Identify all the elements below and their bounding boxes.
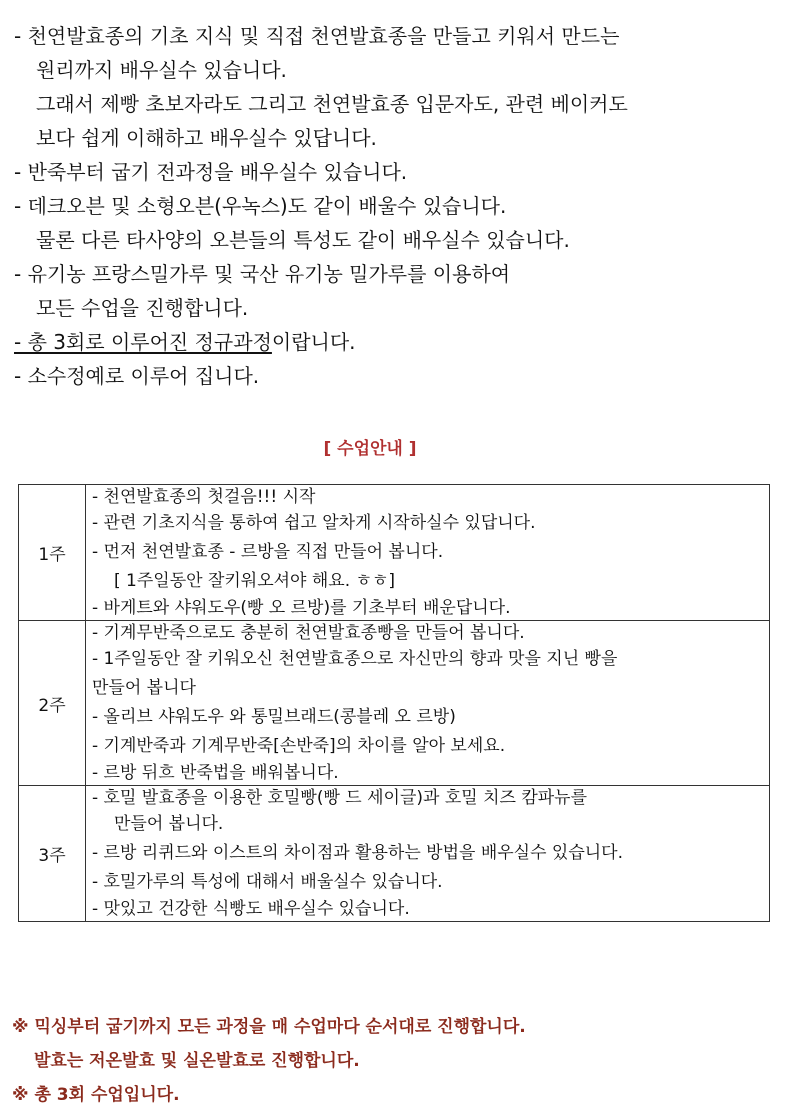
week-line: [ 1주일동안 잘키워오셔야 해요. ㅎㅎ]: [114, 571, 396, 591]
intro-line: 모든 수업을 진행합니다.: [36, 296, 249, 320]
table-row: [19, 786, 770, 922]
course-underlined-text: - 총 3회로 이루어진 정규과정: [14, 330, 272, 354]
intro-line: 물론 다른 타사양의 오븐들의 특성도 같이 배우실수 있습니다.: [36, 228, 570, 252]
intro-line: - 소수정예로 이루어 집니다.: [14, 364, 260, 388]
intro-line: - 유기농 프랑스밀가루 및 국산 유기농 밀가루를 이용하여: [14, 262, 511, 286]
note-line: 발효는 저온발효 및 실온발효로 진행합니다.: [34, 1051, 360, 1071]
week-line: 만들어 봅니다: [92, 678, 196, 698]
week-label: 1주: [19, 485, 86, 621]
intro-line: 원리까지 배우실수 있습니다.: [36, 58, 287, 82]
notes-section: [12, 1010, 782, 1112]
week-line: - 바게트와 샤워도우(빵 오 르방)를 기초부터 배운답니다.: [92, 598, 511, 618]
schedule-table: [18, 484, 770, 922]
week-line: - 르방 뒤흐 반죽법을 배워봅니다.: [92, 763, 339, 783]
week-line: - 호밀 발효종을 이용한 호밀빵(빵 드 세이글)과 호밀 치즈 캄파뉴를: [92, 788, 588, 808]
course-suffix-text: 이랍니다.: [271, 330, 356, 354]
week-line: - 1주일동안 잘 키워오신 천연발효종으로 자신만의 향과 맛을 지닌 빵을: [92, 649, 618, 669]
week-label: 3주: [19, 786, 86, 922]
intro-line: 그래서 제빵 초보자라도 그리고 천연발효종 입문자도, 관련 베이커도: [36, 92, 628, 116]
week-line: - 천연발효종의 첫걸음!!! 시작: [92, 487, 316, 507]
intro-line: 보다 쉽게 이해하고 배우실수 있답니다.: [36, 126, 377, 150]
intro-section: [14, 19, 774, 393]
week-line: - 올리브 샤워도우 와 통밀브래드(콩블레 오 르방): [92, 707, 456, 727]
week-line: - 먼저 천연발효종 - 르방을 직접 만들어 봅니다.: [92, 542, 444, 562]
week-line: - 기계무반죽으로도 충분히 천연발효종빵을 만들어 봅니다.: [92, 623, 525, 643]
note-line: ※ 믹싱부터 굽기까지 모든 과정을 매 수업마다 순서대로 진행합니다.: [12, 1017, 526, 1037]
table-row: [19, 485, 770, 621]
intro-line: - 천연발효종의 기초 지식 및 직접 천연발효종을 만들고 키워서 만드는: [14, 24, 620, 48]
week-line: - 관련 기초지식을 통하여 쉽고 알차게 시작하실수 있답니다.: [92, 513, 536, 533]
week-line: - 기계반죽과 기계무반죽[손반죽]의 차이를 알아 보세요.: [92, 736, 506, 756]
section-title: [ 수업안내 ]: [323, 439, 417, 459]
intro-line: - 반죽부터 굽기 전과정을 배우실수 있습니다.: [14, 160, 408, 184]
week-line: - 호밀가루의 특성에 대해서 배울실수 있습니다.: [92, 872, 443, 892]
week-content: [86, 621, 770, 786]
intro-line-course: [14, 325, 774, 359]
week-line: - 맛있고 건강한 식빵도 배우실수 있습니다.: [92, 899, 410, 919]
note-line: ※ 총 3회 수업입니다.: [12, 1085, 180, 1105]
week-label: 2주: [19, 621, 86, 786]
table-row: [19, 621, 770, 786]
week-content: [86, 786, 770, 922]
week-line: - 르방 리퀴드와 이스트의 차이점과 활용하는 방법을 배우실수 있습니다.: [92, 843, 624, 863]
week-line: 만들어 봅니다.: [114, 814, 224, 834]
week-content: [86, 485, 770, 621]
intro-line: - 데크오븐 및 소형오븐(우녹스)도 같이 배울수 있습니다.: [14, 194, 507, 218]
